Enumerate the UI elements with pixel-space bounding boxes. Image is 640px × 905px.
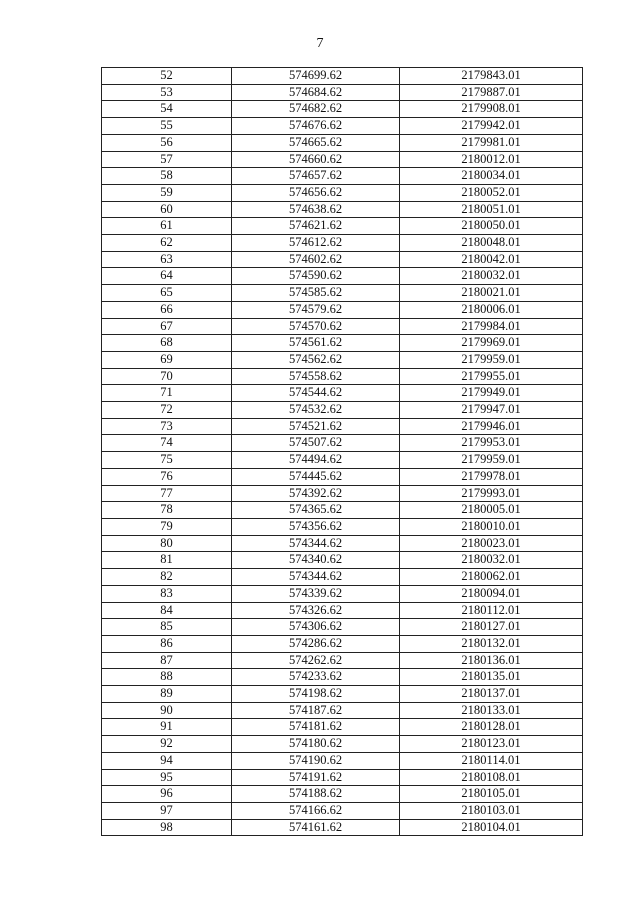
page-number: 7 xyxy=(316,36,324,51)
y-coordinate-cell: 2180123.01 xyxy=(400,736,583,753)
point-number-cell: 89 xyxy=(102,686,232,703)
y-coordinate-cell: 2180032.01 xyxy=(400,268,583,285)
table-row xyxy=(102,68,583,85)
x-coordinate-cell: 574262.62 xyxy=(232,652,400,669)
x-coordinate-cell: 574590.62 xyxy=(232,268,400,285)
x-coordinate-cell: 574521.62 xyxy=(232,418,400,435)
x-coordinate-cell: 574392.62 xyxy=(232,485,400,502)
table-row xyxy=(102,184,583,201)
table-row xyxy=(102,502,583,519)
y-coordinate-cell: 2179981.01 xyxy=(400,134,583,151)
y-coordinate-cell: 2180048.01 xyxy=(400,235,583,252)
table-row xyxy=(102,786,583,803)
y-coordinate-cell: 2180012.01 xyxy=(400,151,583,168)
x-coordinate-cell: 574684.62 xyxy=(232,84,400,101)
x-coordinate-cell: 574656.62 xyxy=(232,184,400,201)
table-row xyxy=(102,485,583,502)
table-row xyxy=(102,585,583,602)
table-body xyxy=(102,68,583,836)
point-number-cell: 55 xyxy=(102,118,232,135)
y-coordinate-cell: 2179993.01 xyxy=(400,485,583,502)
point-number-cell: 71 xyxy=(102,385,232,402)
y-coordinate-cell: 2179984.01 xyxy=(400,318,583,335)
y-coordinate-cell: 2180034.01 xyxy=(400,168,583,185)
table-row xyxy=(102,134,583,151)
table-row xyxy=(102,318,583,335)
table-row xyxy=(102,635,583,652)
table-row xyxy=(102,118,583,135)
x-coordinate-cell: 574344.62 xyxy=(232,569,400,586)
point-number-cell: 52 xyxy=(102,68,232,85)
point-number-cell: 92 xyxy=(102,736,232,753)
table-row xyxy=(102,602,583,619)
y-coordinate-cell: 2179887.01 xyxy=(400,84,583,101)
point-number-cell: 97 xyxy=(102,802,232,819)
y-coordinate-cell: 2180021.01 xyxy=(400,285,583,302)
point-number-cell: 73 xyxy=(102,418,232,435)
table-row xyxy=(102,719,583,736)
table-row xyxy=(102,669,583,686)
y-coordinate-cell: 2180094.01 xyxy=(400,585,583,602)
x-coordinate-cell: 574306.62 xyxy=(232,619,400,636)
table-row xyxy=(102,652,583,669)
x-coordinate-cell: 574660.62 xyxy=(232,151,400,168)
x-coordinate-cell: 574191.62 xyxy=(232,769,400,786)
point-number-cell: 79 xyxy=(102,518,232,535)
x-coordinate-cell: 574676.62 xyxy=(232,118,400,135)
table-row xyxy=(102,702,583,719)
x-coordinate-cell: 574187.62 xyxy=(232,702,400,719)
table-row xyxy=(102,819,583,836)
point-number-cell: 59 xyxy=(102,184,232,201)
point-number-cell: 72 xyxy=(102,402,232,419)
table-row xyxy=(102,368,583,385)
x-coordinate-cell: 574544.62 xyxy=(232,385,400,402)
x-coordinate-cell: 574340.62 xyxy=(232,552,400,569)
x-coordinate-cell: 574558.62 xyxy=(232,368,400,385)
point-number-cell: 53 xyxy=(102,84,232,101)
table-row xyxy=(102,351,583,368)
table-row xyxy=(102,268,583,285)
point-number-cell: 86 xyxy=(102,635,232,652)
table-row xyxy=(102,402,583,419)
x-coordinate-cell: 574181.62 xyxy=(232,719,400,736)
y-coordinate-cell: 2180103.01 xyxy=(400,802,583,819)
y-coordinate-cell: 2180112.01 xyxy=(400,602,583,619)
point-number-cell: 83 xyxy=(102,585,232,602)
y-coordinate-cell: 2180005.01 xyxy=(400,502,583,519)
point-number-cell: 68 xyxy=(102,335,232,352)
y-coordinate-cell: 2180105.01 xyxy=(400,786,583,803)
table-row xyxy=(102,619,583,636)
x-coordinate-cell: 574665.62 xyxy=(232,134,400,151)
y-coordinate-cell: 2180132.01 xyxy=(400,635,583,652)
y-coordinate-cell: 2180128.01 xyxy=(400,719,583,736)
x-coordinate-cell: 574507.62 xyxy=(232,435,400,452)
point-number-cell: 87 xyxy=(102,652,232,669)
point-number-cell: 88 xyxy=(102,669,232,686)
y-coordinate-cell: 2179953.01 xyxy=(400,435,583,452)
y-coordinate-cell: 2179949.01 xyxy=(400,385,583,402)
point-number-cell: 90 xyxy=(102,702,232,719)
x-coordinate-cell: 574166.62 xyxy=(232,802,400,819)
point-number-cell: 80 xyxy=(102,535,232,552)
y-coordinate-cell: 2180135.01 xyxy=(400,669,583,686)
x-coordinate-cell: 574561.62 xyxy=(232,335,400,352)
point-number-cell: 98 xyxy=(102,819,232,836)
table-row xyxy=(102,385,583,402)
x-coordinate-cell: 574602.62 xyxy=(232,251,400,268)
x-coordinate-cell: 574445.62 xyxy=(232,468,400,485)
table-row xyxy=(102,418,583,435)
x-coordinate-cell: 574532.62 xyxy=(232,402,400,419)
x-coordinate-cell: 574365.62 xyxy=(232,502,400,519)
table-row xyxy=(102,769,583,786)
x-coordinate-cell: 574188.62 xyxy=(232,786,400,803)
y-coordinate-cell: 2179959.01 xyxy=(400,351,583,368)
y-coordinate-cell: 2180104.01 xyxy=(400,819,583,836)
x-coordinate-cell: 574638.62 xyxy=(232,201,400,218)
y-coordinate-cell: 2179978.01 xyxy=(400,468,583,485)
x-coordinate-cell: 574339.62 xyxy=(232,585,400,602)
x-coordinate-cell: 574180.62 xyxy=(232,736,400,753)
point-number-cell: 56 xyxy=(102,134,232,151)
point-number-cell: 70 xyxy=(102,368,232,385)
point-number-cell: 58 xyxy=(102,168,232,185)
y-coordinate-cell: 2180062.01 xyxy=(400,569,583,586)
y-coordinate-cell: 2180052.01 xyxy=(400,184,583,201)
point-number-cell: 61 xyxy=(102,218,232,235)
table-row xyxy=(102,101,583,118)
x-coordinate-cell: 574161.62 xyxy=(232,819,400,836)
x-coordinate-cell: 574699.62 xyxy=(232,68,400,85)
y-coordinate-cell: 2180010.01 xyxy=(400,518,583,535)
point-number-cell: 69 xyxy=(102,351,232,368)
point-number-cell: 75 xyxy=(102,452,232,469)
x-coordinate-cell: 574286.62 xyxy=(232,635,400,652)
point-number-cell: 77 xyxy=(102,485,232,502)
table-row xyxy=(102,151,583,168)
x-coordinate-cell: 574494.62 xyxy=(232,452,400,469)
point-number-cell: 85 xyxy=(102,619,232,636)
table-row xyxy=(102,535,583,552)
table-row xyxy=(102,285,583,302)
table-row xyxy=(102,468,583,485)
y-coordinate-cell: 2179947.01 xyxy=(400,402,583,419)
y-coordinate-cell: 2180006.01 xyxy=(400,301,583,318)
point-number-cell: 54 xyxy=(102,101,232,118)
point-number-cell: 60 xyxy=(102,201,232,218)
table-row xyxy=(102,552,583,569)
x-coordinate-cell: 574562.62 xyxy=(232,351,400,368)
table-row xyxy=(102,301,583,318)
y-coordinate-cell: 2180108.01 xyxy=(400,769,583,786)
point-number-cell: 74 xyxy=(102,435,232,452)
table-row xyxy=(102,84,583,101)
y-coordinate-cell: 2180114.01 xyxy=(400,752,583,769)
y-coordinate-cell: 2179942.01 xyxy=(400,118,583,135)
point-number-cell: 91 xyxy=(102,719,232,736)
point-number-cell: 67 xyxy=(102,318,232,335)
table-row xyxy=(102,435,583,452)
table-row xyxy=(102,168,583,185)
y-coordinate-cell: 2180051.01 xyxy=(400,201,583,218)
table-row xyxy=(102,752,583,769)
y-coordinate-cell: 2180136.01 xyxy=(400,652,583,669)
table-row xyxy=(102,686,583,703)
point-number-cell: 82 xyxy=(102,569,232,586)
x-coordinate-cell: 574326.62 xyxy=(232,602,400,619)
x-coordinate-cell: 574621.62 xyxy=(232,218,400,235)
point-number-cell: 65 xyxy=(102,285,232,302)
table-row xyxy=(102,201,583,218)
x-coordinate-cell: 574579.62 xyxy=(232,301,400,318)
table-row xyxy=(102,518,583,535)
y-coordinate-cell: 2180050.01 xyxy=(400,218,583,235)
x-coordinate-cell: 574682.62 xyxy=(232,101,400,118)
coordinates-table xyxy=(101,67,583,836)
y-coordinate-cell: 2179955.01 xyxy=(400,368,583,385)
table-row xyxy=(102,235,583,252)
point-number-cell: 78 xyxy=(102,502,232,519)
point-number-cell: 96 xyxy=(102,786,232,803)
x-coordinate-cell: 574344.62 xyxy=(232,535,400,552)
table-row xyxy=(102,569,583,586)
x-coordinate-cell: 574657.62 xyxy=(232,168,400,185)
point-number-cell: 81 xyxy=(102,552,232,569)
y-coordinate-cell: 2179946.01 xyxy=(400,418,583,435)
y-coordinate-cell: 2179908.01 xyxy=(400,101,583,118)
point-number-cell: 57 xyxy=(102,151,232,168)
x-coordinate-cell: 574233.62 xyxy=(232,669,400,686)
y-coordinate-cell: 2180023.01 xyxy=(400,535,583,552)
table-row xyxy=(102,218,583,235)
y-coordinate-cell: 2180042.01 xyxy=(400,251,583,268)
table-row xyxy=(102,802,583,819)
x-coordinate-cell: 574198.62 xyxy=(232,686,400,703)
point-number-cell: 84 xyxy=(102,602,232,619)
point-number-cell: 63 xyxy=(102,251,232,268)
y-coordinate-cell: 2179969.01 xyxy=(400,335,583,352)
y-coordinate-cell: 2180133.01 xyxy=(400,702,583,719)
x-coordinate-cell: 574570.62 xyxy=(232,318,400,335)
y-coordinate-cell: 2179959.01 xyxy=(400,452,583,469)
table-row xyxy=(102,452,583,469)
x-coordinate-cell: 574612.62 xyxy=(232,235,400,252)
x-coordinate-cell: 574190.62 xyxy=(232,752,400,769)
point-number-cell: 64 xyxy=(102,268,232,285)
y-coordinate-cell: 2180127.01 xyxy=(400,619,583,636)
y-coordinate-cell: 2180137.01 xyxy=(400,686,583,703)
x-coordinate-cell: 574356.62 xyxy=(232,518,400,535)
table-row xyxy=(102,251,583,268)
x-coordinate-cell: 574585.62 xyxy=(232,285,400,302)
point-number-cell: 95 xyxy=(102,769,232,786)
table-row xyxy=(102,335,583,352)
point-number-cell: 94 xyxy=(102,752,232,769)
point-number-cell: 62 xyxy=(102,235,232,252)
y-coordinate-cell: 2180032.01 xyxy=(400,552,583,569)
point-number-cell: 66 xyxy=(102,301,232,318)
y-coordinate-cell: 2179843.01 xyxy=(400,68,583,85)
point-number-cell: 76 xyxy=(102,468,232,485)
table-row xyxy=(102,736,583,753)
